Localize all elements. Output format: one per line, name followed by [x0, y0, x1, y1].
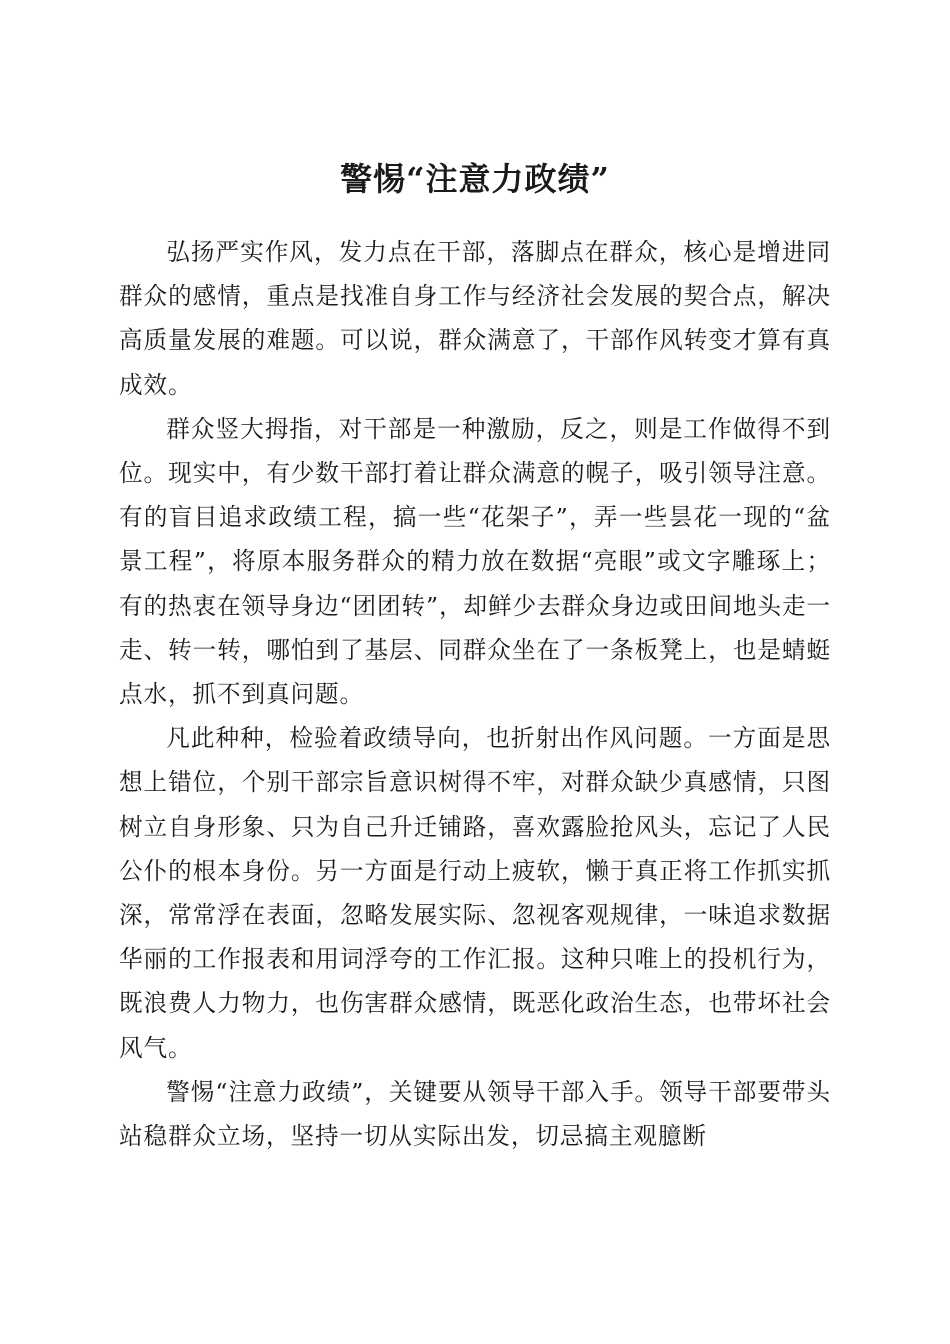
document-title: 警惕“注意力政绩”: [340, 160, 610, 199]
paragraph-4: 警惕“注意力政绩”，关键要从领导干部入手。领导干部要带头站稳群众立场，坚持一切从实际出发，切忌搞主观臆断: [119, 1077, 831, 1151]
paragraph-3: 凡此种种，检验着政绩导向，也折射出作风问题。一方面是思想上错位，个别干部宗旨意识树得不牢，对群众缺少真感情，只图树立自身形象、只为自己升迁铺路，喜欢露脸抢风头，忘记了人民公仆的根本身份。另一方面是行动上疲软，懒于真正将工作抓实抓深，常常浮在表面，忽略发展实际、忽视客观规律，一味追求数据华丽的工作报表和用词浮夸的工作汇报。这种只唯上的投机行为，既浪费人力物力，也伤害群众感情，既恶化政治生态，也带坏社会风气。: [119, 724, 831, 1062]
document-body: [119, 230, 831, 1158]
paragraph-1: 弘扬严实作风，发力点在干部，落脚点在群众，核心是增进同群众的感情，重点是找准自身工作与经济社会发展的契合点，解决高质量发展的难题。可以说，群众满意了，干部作风转变才算有真成效。: [119, 238, 831, 399]
paragraph-2: 群众竖大拇指，对干部是一种激励，反之，则是工作做得不到位。现实中，有少数干部打着让群众满意的幌子，吸引领导注意。有的盲目追求政绩工程，搞一些“花架子”，弄一些昙花一现的“盆景工程”，将原本服务群众的精力放在数据“亮眼”或文字雕琢上；有的热衷在领导身边“团团转”，却鲜少去群众身边或田间地头走一走、转一转，哪怕到了基层、同群众坐在了一条板凳上，也是蜻蜓点水，抓不到真问题。: [119, 414, 831, 709]
